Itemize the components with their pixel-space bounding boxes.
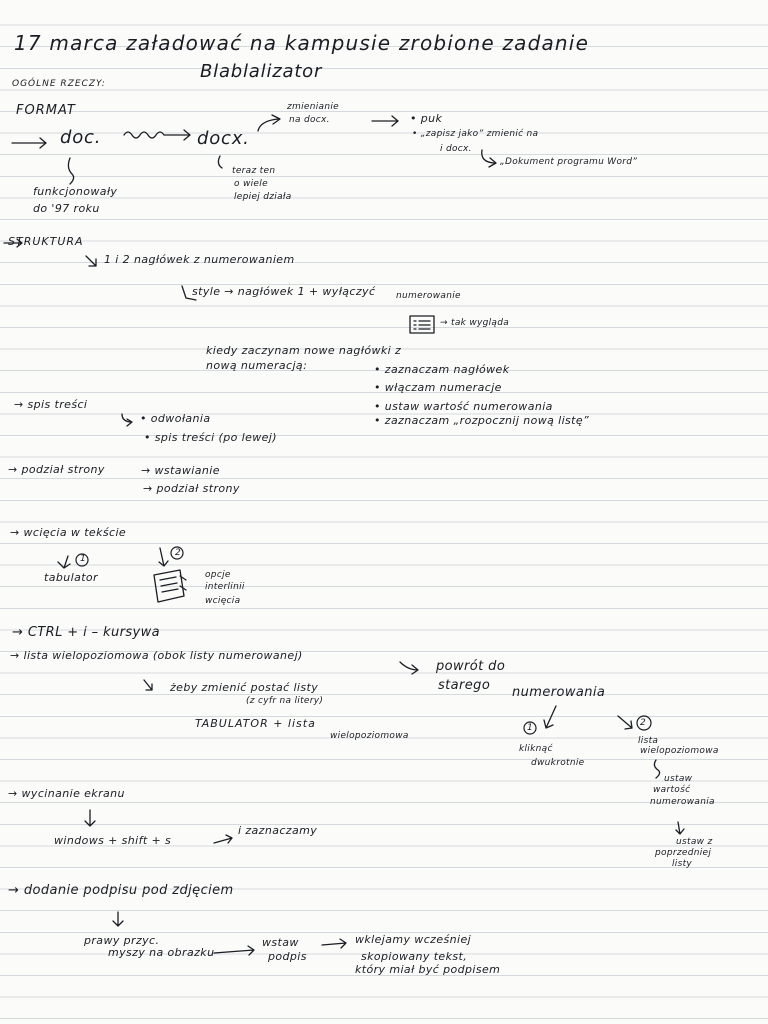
tabulator-text: tabulator (44, 571, 98, 584)
indents-2-text: wcięcia (205, 596, 241, 606)
screen-snip-text: → wycinanie ekranu (8, 787, 125, 800)
arrow-options-icon (159, 548, 168, 566)
indents-text: → wcięcia w tekście (10, 526, 127, 539)
numbering-2-text: numerowania (650, 797, 715, 807)
blablalizator-text: Blablalizator (200, 61, 323, 82)
save-as-text: • „zapisz jako” zmienić na (412, 129, 539, 139)
puk-text: • puk (410, 112, 443, 125)
click-text: kliknąć (519, 744, 553, 754)
list-2-text: listy (672, 859, 693, 869)
numbering-list-icon (410, 316, 434, 333)
looks-like-text: → tak wygląda (440, 318, 510, 328)
numbering-text: numerowanie (396, 291, 461, 301)
number-2-text: 2 (175, 548, 182, 558)
arrow-down-previous-icon (676, 822, 684, 834)
add-caption-text: → dodanie podpisu pod zdjęciem (8, 883, 234, 898)
numbering-old-text: numerowania (512, 685, 606, 700)
list-text: lista (638, 736, 659, 746)
options-text: opcje (205, 570, 231, 580)
curl-multilevel-icon (654, 760, 659, 778)
multilevel-2-text: wielopoziomowa (640, 746, 719, 756)
windows-shortcut-text: windows + shift + s (54, 834, 172, 847)
much-text: o wiele (234, 179, 268, 189)
arrow-option2-icon (618, 716, 632, 729)
previous-text: poprzedniej (655, 848, 712, 858)
references-text: • odwołania (140, 412, 211, 425)
set-text: ustaw (664, 774, 693, 784)
change-list-form-text: żeby zmienić postać listy (170, 681, 319, 694)
arrow-paste-icon (322, 939, 346, 948)
arrow-list-change-icon (144, 680, 152, 690)
multilevel-text: wielopoziomowa (330, 731, 409, 741)
set-from-text: ustaw z (676, 837, 713, 847)
arrow-tab-icon (58, 556, 70, 568)
tabulator-list-text: TABULATOR + lista (195, 717, 316, 730)
functioned-text: funkcjonowały (33, 185, 118, 198)
step-new-list: • zaznaczam „rozpocznij nową listę” (374, 414, 590, 427)
mouse-on-image-text: myszy na obrazku (108, 946, 215, 959)
multilevel-list-text: → lista wielopoziomowa (obok listy numerowanej) (10, 649, 303, 662)
works-better-text: lepiej działa (234, 192, 292, 202)
paste-earlier-text: wklejamy wcześniej (355, 933, 472, 946)
ctrl-italic-text: → CTRL + i – kursywa (12, 625, 161, 640)
arrow-option1-icon (544, 706, 556, 728)
structure-heading: STRUKTURA (8, 235, 84, 248)
return-to-text: powrót do (436, 659, 506, 674)
double-click-text: dwukrotnie (531, 758, 585, 768)
wavy-arrow-icon (124, 130, 190, 140)
step-enable-numbering: • włączam numeracje (374, 381, 502, 394)
arrow-down-caption-icon (113, 912, 123, 926)
curl-docx-icon (218, 156, 222, 168)
changing-text: zmienianie (287, 102, 339, 112)
and-docx-text: i docx. (440, 144, 472, 154)
now-this-text: teraz ten (232, 166, 276, 176)
curl-doc-icon (68, 158, 73, 184)
step-set-value: • ustaw wartość numerowania (374, 400, 553, 413)
insert-caption-text: wstaw (262, 936, 299, 949)
doc-text: doc. (60, 127, 102, 148)
docx-text: docx. (197, 128, 250, 149)
general-things-label: OGÓLNE RZECZY: (12, 79, 106, 89)
and-select-text: i zaznaczamy (238, 824, 318, 837)
hook-spis-icon (122, 414, 132, 426)
insert-text: → wstawianie (141, 464, 220, 477)
style-heading-text: style → nagłówek 1 + wyłączyć (192, 285, 376, 298)
word-document-text: „Dokument programu Word” (500, 157, 638, 167)
copied-text: skopiowany tekst, (361, 950, 468, 963)
new-numbering-text: nową numeracją: (206, 359, 308, 372)
format-heading: FORMAT (16, 103, 76, 118)
arrow-select-icon (214, 835, 232, 843)
curve-arrow-icon (258, 115, 280, 131)
arrow-puk-icon (372, 116, 398, 126)
note-title: 17 marca załadować na kampusie zrobione zadanie (14, 31, 590, 55)
right-button-text: prawy przyc. (84, 934, 160, 947)
old-text: starego (438, 678, 491, 693)
number-1-text: 1 (80, 554, 87, 564)
line-spacing-text: interlinii (205, 582, 245, 592)
page-break-2-text: → podział strony (143, 482, 240, 495)
table-of-contents-text: → spis treści (14, 398, 88, 411)
headings-numbering-text: 1 i 2 nagłówek z numerowaniem (104, 253, 295, 266)
page-break-text: → podział strony (8, 463, 105, 476)
circle-2-text: 2 (640, 718, 647, 728)
step-select-heading: • zaznaczam nagłówek (374, 363, 510, 376)
arrow-insert-icon (214, 946, 254, 955)
arrow-return-icon (400, 662, 418, 674)
until-97-text: do '97 roku (33, 202, 100, 215)
which-caption-text: który miał być podpisem (355, 963, 501, 976)
to-docx-text: na docx. (289, 115, 330, 125)
digits-to-letters-text: (z cyfr na litery) (246, 696, 324, 706)
arrow-doc-icon (12, 138, 46, 148)
caption-text: podpis (268, 950, 307, 963)
when-start-text: kiedy zaczynam nowe nagłówki z (206, 344, 402, 357)
value-text: wartość (653, 785, 691, 795)
arrow-down-right-icon (86, 256, 96, 266)
circle-1-text: 1 (527, 723, 534, 733)
hook-arrow-icon (482, 150, 496, 167)
line-spacing-icon (154, 570, 186, 602)
arrow-down-windows-icon (85, 810, 95, 826)
toc-left-text: • spis treści (po lewej) (144, 431, 277, 444)
